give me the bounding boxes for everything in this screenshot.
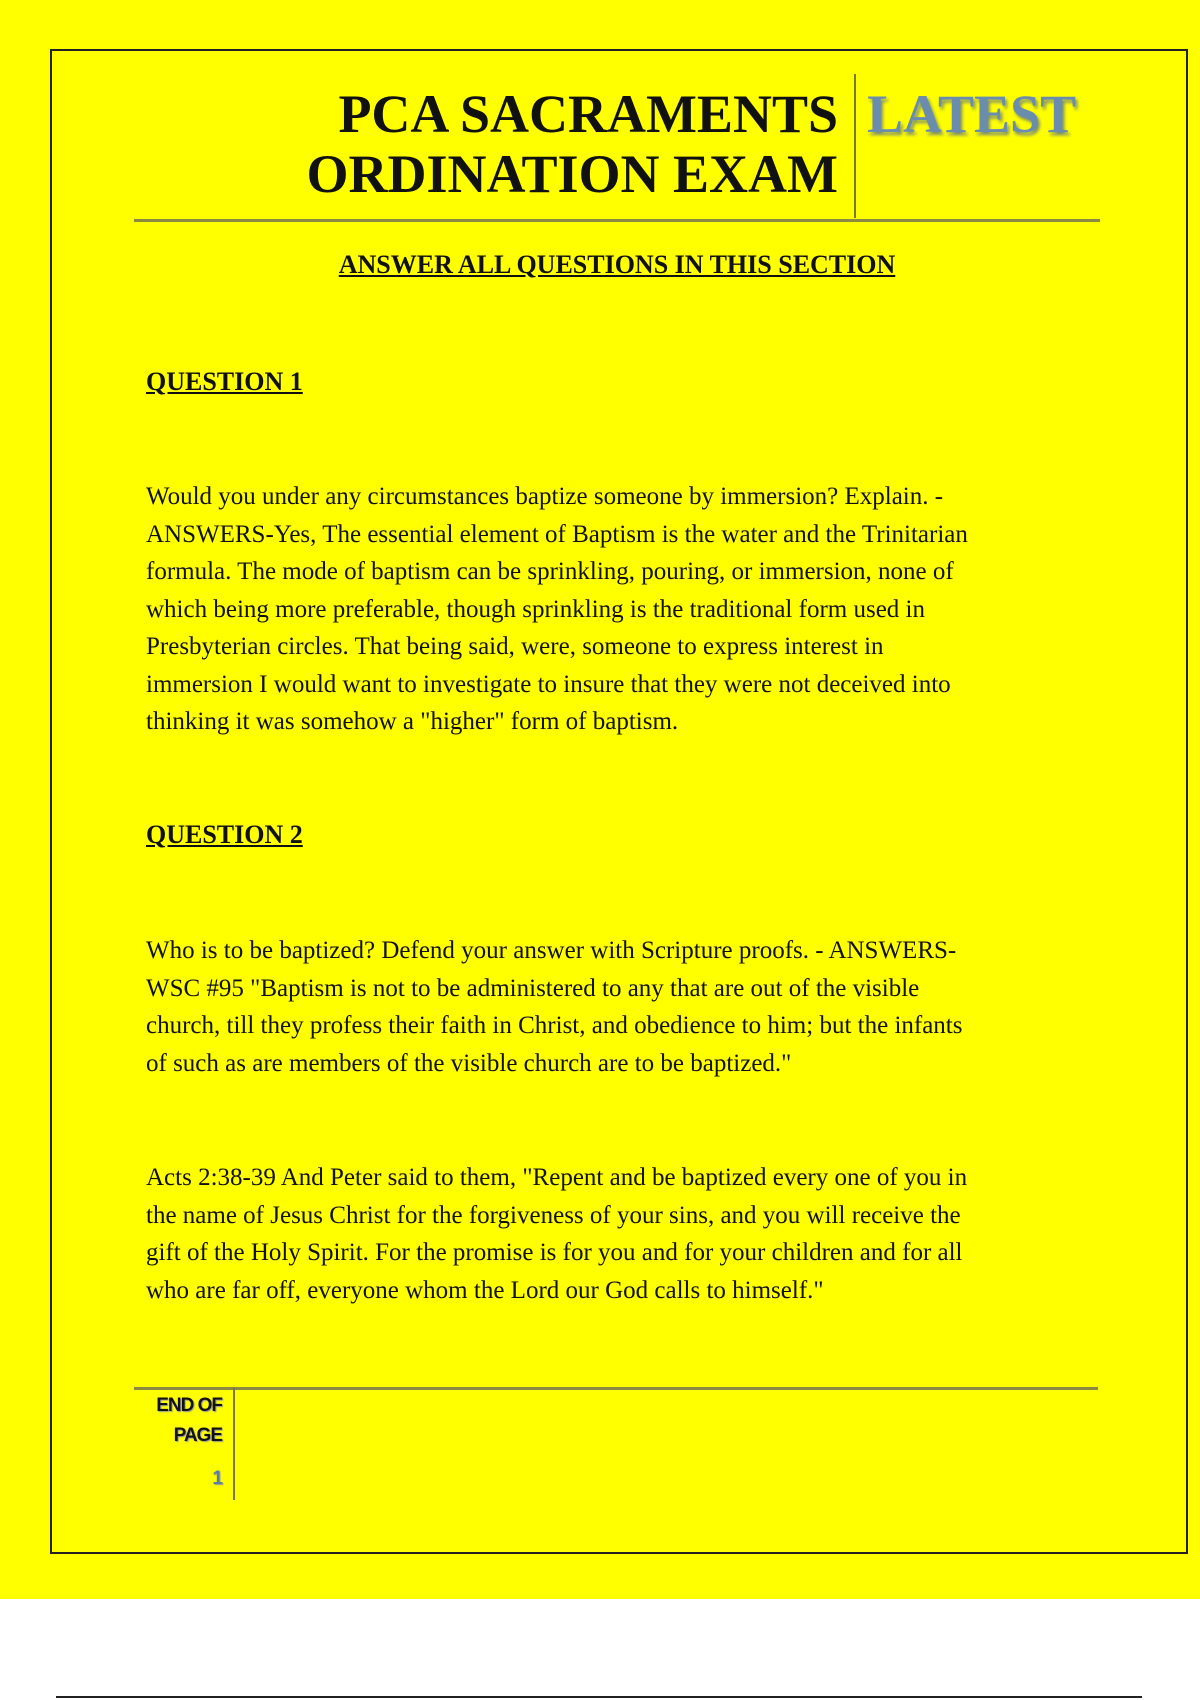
latest-tag: LATEST [867, 84, 1077, 144]
footer-rule [134, 1387, 1098, 1390]
question-2-heading: QUESTION 2 [146, 820, 303, 849]
header-rule [134, 219, 1100, 222]
title-line-2: ORDINATION EXAM [306, 144, 838, 204]
footer-divider [233, 1388, 235, 1500]
title-line-1: PCA SACRAMENTS [338, 84, 838, 144]
question-1-answer: Would you under any circumstances baptize someone by immersion? Explain. - ANSWERS-Yes, The essential element of Baptism is the water and the Trinitarian formula. The mode of baptism can be sprinkling, pouring, or immersion, none of which being more preferable, though sprinkling is the traditional form used in Presbyterian circles. That being said, were, someone to express interest in immersion I would want to investigate to insure that they were not deceived into thinking it was somehow a "higher" form of baptism. [146, 483, 968, 735]
next-page-edge [56, 1696, 1142, 1698]
exam-title [306, 84, 838, 204]
section-instruction: ANSWER ALL QUESTIONS IN THIS SECTION [338, 250, 896, 279]
title-divider [854, 74, 856, 218]
question-1-heading: QUESTION 1 [146, 367, 303, 396]
page-number: 1 [212, 1468, 222, 1489]
footer-page: PAGE [173, 1425, 222, 1446]
question-2-scripture: Acts 2:38-39 And Peter said to them, "Repent and be baptized every one of you in the name of Jesus Christ for the forgiveness of your sins, and you will receive the gift of the Holy Spirit. For the promise is for you and for your children and for all who are far off, everyone whom the Lord our God calls to himself." [146, 1164, 968, 1304]
question-2-answer: Who is to be baptized? Defend your answer with Scripture proofs. - ANSWERS- WSC #95 "Baptism is not to be administered to any that are out of the visible church, till they profess their faith in Christ, and obedience to him; but the infants of such as are members of the visible church are to be baptized." [146, 937, 963, 1077]
footer-end-of: END OF [156, 1395, 222, 1416]
